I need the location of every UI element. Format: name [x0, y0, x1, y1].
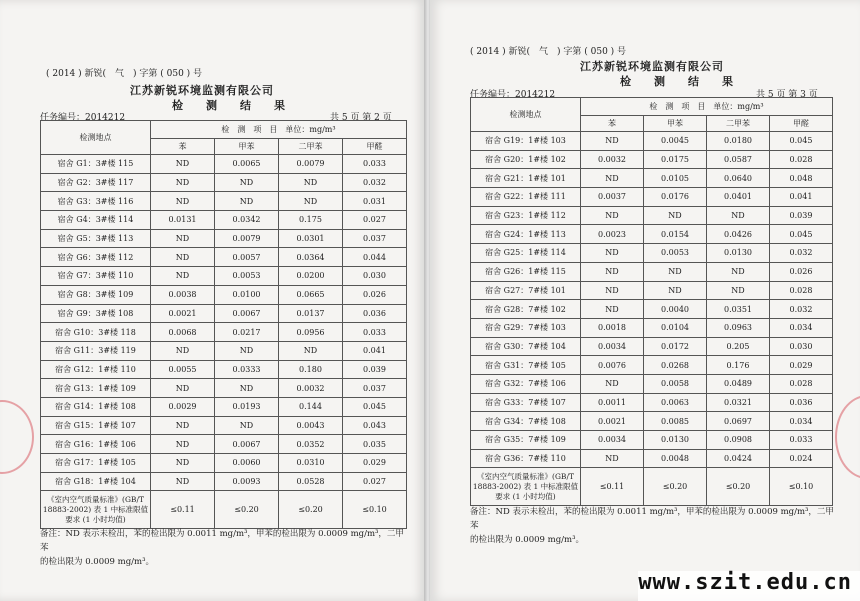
formaldehyde-cell: 0.048 [770, 169, 833, 188]
xylene-cell: 0.180 [279, 360, 343, 379]
location-cell: 宿舍 G27：7#楼 101 [471, 281, 581, 300]
remarks-line-1: 备注：ND 表示未检出，苯的检出限为 0.0011 mg/m³，甲苯的检出限为 0.0009 mg/m³，二甲苯 [40, 529, 404, 553]
formaldehyde-cell: 0.026 [343, 285, 407, 304]
remarks [40, 527, 410, 569]
document-number: ( 2014 ) 新锐( 气 ) 字第 ( 050 ) 号 [46, 69, 203, 79]
location-cell: 宿舍 G29：7#楼 103 [471, 318, 581, 337]
toluene-cell: 0.0268 [644, 356, 707, 375]
toluene-cell: 0.0053 [644, 244, 707, 263]
table-row [471, 412, 833, 431]
xylene-cell: 0.0137 [279, 304, 343, 323]
table-row [41, 360, 407, 379]
location-cell: 宿舍 G25：1#楼 114 [471, 244, 581, 263]
benzene-cell: ND [581, 206, 644, 225]
location-cell: 宿舍 G36：7#楼 110 [471, 449, 581, 468]
location-cell: 宿舍 G31：7#楼 105 [471, 356, 581, 375]
location-cell: 宿舍 G16：1#楼 106 [41, 435, 151, 454]
formaldehyde-cell: 0.033 [343, 155, 407, 174]
report-page-3 [430, 0, 860, 601]
table-body [471, 132, 833, 468]
formaldehyde-cell: 0.024 [770, 449, 833, 468]
table-row [471, 281, 833, 300]
toluene-cell: ND [215, 192, 279, 211]
table-row [471, 393, 833, 412]
header-xylene: 二甲苯 [707, 116, 770, 132]
xylene-cell: 0.0956 [279, 323, 343, 342]
formaldehyde-cell: 0.032 [343, 173, 407, 192]
location-cell: 宿舍 G7：3#楼 110 [41, 267, 151, 286]
location-cell: 宿舍 G10：3#楼 118 [41, 323, 151, 342]
toluene-cell: ND [644, 262, 707, 281]
benzene-cell: ND [581, 374, 644, 393]
benzene-cell: 0.0076 [581, 356, 644, 375]
location-cell: 宿舍 G13：1#楼 109 [41, 379, 151, 398]
benzene-cell: ND [151, 435, 215, 454]
table-row [471, 374, 833, 393]
toluene-cell: 0.0085 [644, 412, 707, 431]
toluene-cell: 0.0176 [644, 188, 707, 207]
benzene-cell: ND [151, 454, 215, 473]
benzene-cell: 0.0021 [151, 304, 215, 323]
benzene-cell: 0.0011 [581, 393, 644, 412]
table-row [471, 318, 833, 337]
toluene-cell: ND [644, 281, 707, 300]
xylene-cell: 0.176 [707, 356, 770, 375]
location-cell: 宿舍 G17：1#楼 105 [41, 454, 151, 473]
benzene-cell: ND [581, 300, 644, 319]
site-watermark: www.szit.edu.cn [638, 570, 852, 595]
xylene-cell: 0.0587 [707, 150, 770, 169]
formaldehyde-cell: 0.029 [770, 356, 833, 375]
table-row [41, 285, 407, 304]
toluene-cell: 0.0093 [215, 472, 279, 491]
xylene-cell: 0.0665 [279, 285, 343, 304]
header-benzene: 苯 [581, 116, 644, 132]
toluene-cell: 0.0193 [215, 397, 279, 416]
formaldehyde-cell: 0.045 [343, 397, 407, 416]
toluene-cell: 0.0067 [215, 435, 279, 454]
report-title: 检 测 结 果 [172, 99, 291, 112]
toluene-cell: 0.0342 [215, 211, 279, 230]
toluene-cell: 0.0175 [644, 150, 707, 169]
table-row [41, 211, 407, 230]
header-toluene: 甲苯 [644, 116, 707, 132]
standard-toluene: ≤0.20 [215, 491, 279, 529]
xylene-cell: 0.205 [707, 337, 770, 356]
toluene-cell: 0.0063 [644, 393, 707, 412]
location-cell: 宿舍 G33：7#楼 107 [471, 393, 581, 412]
company-name: 江苏新锐环境监测有限公司 [580, 60, 724, 73]
benzene-cell: 0.0131 [151, 211, 215, 230]
location-cell: 宿舍 G14：1#楼 108 [41, 397, 151, 416]
xylene-cell: 0.0426 [707, 225, 770, 244]
table-row [41, 304, 407, 323]
table-row [41, 248, 407, 267]
location-cell: 宿舍 G15：1#楼 107 [41, 416, 151, 435]
toluene-cell: 0.0079 [215, 229, 279, 248]
remarks-line-2: 的检出限为 0.0009 mg/m³。 [470, 535, 584, 545]
standard-toluene: ≤0.20 [644, 468, 707, 506]
formaldehyde-cell: 0.029 [343, 454, 407, 473]
formaldehyde-cell: 0.037 [343, 379, 407, 398]
xylene-cell: 0.0908 [707, 431, 770, 450]
standard-benzene: ≤0.11 [151, 491, 215, 529]
table-row [471, 206, 833, 225]
xylene-cell: 0.0321 [707, 393, 770, 412]
xylene-cell: 0.0310 [279, 454, 343, 473]
toluene-cell: ND [644, 206, 707, 225]
location-cell: 宿舍 G5：3#楼 113 [41, 229, 151, 248]
location-cell: 宿舍 G34：7#楼 108 [471, 412, 581, 431]
benzene-cell: 0.0034 [581, 337, 644, 356]
location-cell: 宿舍 G23：1#楼 112 [471, 206, 581, 225]
table-row [471, 244, 833, 263]
header-xylene: 二甲苯 [279, 139, 343, 155]
toluene-cell: ND [215, 173, 279, 192]
table-row [41, 323, 407, 342]
location-cell: 宿舍 G21：1#楼 101 [471, 169, 581, 188]
table-row [471, 262, 833, 281]
formaldehyde-cell: 0.036 [770, 393, 833, 412]
report-title: 检 测 结 果 [620, 75, 739, 88]
formaldehyde-cell: 0.032 [770, 300, 833, 319]
results-table [470, 97, 833, 506]
table-row [471, 132, 833, 151]
xylene-cell: 0.0963 [707, 318, 770, 337]
xylene-cell: 0.0640 [707, 169, 770, 188]
location-cell: 宿舍 G11：3#楼 119 [41, 341, 151, 360]
table-row [41, 397, 407, 416]
formaldehyde-cell: 0.035 [343, 435, 407, 454]
xylene-cell: 0.0301 [279, 229, 343, 248]
remarks-line-1: 备注：ND 表示未检出，苯的检出限为 0.0011 mg/m³，甲苯的检出限为 0.0009 mg/m³，二甲苯 [470, 507, 834, 531]
red-seal-stamp [0, 400, 34, 474]
benzene-cell: ND [151, 173, 215, 192]
table-row [471, 188, 833, 207]
standard-label: 《室内空气质量标准》(GB/T 18883-2002) 表 1 中标准限值要求 (1 小时均值) [471, 468, 581, 506]
xylene-cell: 0.0424 [707, 449, 770, 468]
xylene-cell: ND [279, 173, 343, 192]
header-benzene: 苯 [151, 139, 215, 155]
xylene-cell: 0.0351 [707, 300, 770, 319]
location-cell: 宿舍 G24：1#楼 113 [471, 225, 581, 244]
toluene-cell: 0.0333 [215, 360, 279, 379]
formaldehyde-cell: 0.027 [343, 211, 407, 230]
xylene-cell: 0.175 [279, 211, 343, 230]
standard-xylene: ≤0.20 [279, 491, 343, 529]
xylene-cell: 0.0043 [279, 416, 343, 435]
xylene-cell: ND [279, 341, 343, 360]
benzene-cell: 0.0029 [151, 397, 215, 416]
toluene-cell: 0.0104 [644, 318, 707, 337]
table-row [471, 300, 833, 319]
xylene-cell: 0.0352 [279, 435, 343, 454]
table-row [41, 155, 407, 174]
toluene-cell: 0.0130 [644, 431, 707, 450]
toluene-cell: 0.0048 [644, 449, 707, 468]
location-cell: 宿舍 G22：1#楼 111 [471, 188, 581, 207]
table-row [471, 225, 833, 244]
toluene-cell: 0.0065 [215, 155, 279, 174]
table-row [41, 341, 407, 360]
benzene-cell: ND [151, 472, 215, 491]
header-formaldehyde: 甲醛 [343, 139, 407, 155]
location-cell: 宿舍 G18：1#楼 104 [41, 472, 151, 491]
benzene-cell: 0.0032 [581, 150, 644, 169]
toluene-cell: 0.0105 [644, 169, 707, 188]
standard-label: 《室内空气质量标准》(GB/T 18883-2002) 表 1 中标准限值要求 (1 小时均值) [41, 491, 151, 529]
formaldehyde-cell: 0.032 [770, 244, 833, 263]
toluene-cell: 0.0040 [644, 300, 707, 319]
task-number: 任务编号：2014212 [470, 90, 556, 100]
formaldehyde-cell: 0.043 [343, 416, 407, 435]
header-location: 检测地点 [471, 98, 581, 132]
formaldehyde-cell: 0.037 [343, 229, 407, 248]
formaldehyde-cell: 0.044 [343, 248, 407, 267]
location-cell: 宿舍 G35：7#楼 109 [471, 431, 581, 450]
xylene-cell: 0.0032 [279, 379, 343, 398]
benzene-cell: ND [151, 341, 215, 360]
formaldehyde-cell: 0.045 [770, 225, 833, 244]
xylene-cell: 0.0200 [279, 267, 343, 286]
location-cell: 宿舍 G6：3#楼 112 [41, 248, 151, 267]
toluene-cell: 0.0060 [215, 454, 279, 473]
standard-formaldehyde: ≤0.10 [343, 491, 407, 529]
formaldehyde-cell: 0.039 [343, 360, 407, 379]
formaldehyde-cell: 0.028 [770, 150, 833, 169]
formaldehyde-cell: 0.033 [343, 323, 407, 342]
location-cell: 宿舍 G19：1#楼 103 [471, 132, 581, 151]
formaldehyde-cell: 0.034 [770, 318, 833, 337]
formaldehyde-cell: 0.036 [343, 304, 407, 323]
location-cell: 宿舍 G30：7#楼 104 [471, 337, 581, 356]
toluene-cell: ND [215, 341, 279, 360]
benzene-cell: 0.0038 [151, 285, 215, 304]
header-toluene: 甲苯 [215, 139, 279, 155]
benzene-cell: ND [151, 248, 215, 267]
report-page-2 [0, 0, 426, 601]
red-seal-stamp [835, 395, 860, 479]
toluene-cell: 0.0100 [215, 285, 279, 304]
toluene-cell: 0.0217 [215, 323, 279, 342]
benzene-cell: ND [151, 192, 215, 211]
formaldehyde-cell: 0.030 [343, 267, 407, 286]
table-row [41, 472, 407, 491]
benzene-cell: ND [151, 155, 215, 174]
formaldehyde-cell: 0.034 [770, 412, 833, 431]
xylene-cell: 0.144 [279, 397, 343, 416]
table-row [471, 169, 833, 188]
table-row [471, 449, 833, 468]
benzene-cell: ND [581, 244, 644, 263]
table-row [471, 431, 833, 450]
table-row [41, 454, 407, 473]
xylene-cell: 0.0079 [279, 155, 343, 174]
xylene-cell: ND [707, 206, 770, 225]
benzene-cell: ND [151, 267, 215, 286]
benzene-cell: ND [151, 416, 215, 435]
table-row [471, 150, 833, 169]
benzene-cell: 0.0037 [581, 188, 644, 207]
standard-xylene: ≤0.20 [707, 468, 770, 506]
benzene-cell: 0.0023 [581, 225, 644, 244]
header-location: 检测地点 [41, 121, 151, 155]
toluene-cell: ND [215, 379, 279, 398]
formaldehyde-cell: 0.041 [343, 341, 407, 360]
formaldehyde-cell: 0.041 [770, 188, 833, 207]
page-info: 共 5 页 第 3 页 [756, 90, 818, 100]
formaldehyde-cell: 0.030 [770, 337, 833, 356]
page-info: 共 5 页 第 2 页 [330, 113, 392, 123]
toluene-cell: ND [215, 416, 279, 435]
location-cell: 宿舍 G8：3#楼 109 [41, 285, 151, 304]
benzene-cell: ND [581, 132, 644, 151]
xylene-cell: 0.0364 [279, 248, 343, 267]
benzene-cell: 0.0055 [151, 360, 215, 379]
toluene-cell: 0.0053 [215, 267, 279, 286]
table-row [471, 337, 833, 356]
table-row [41, 229, 407, 248]
benzene-cell: 0.0018 [581, 318, 644, 337]
location-cell: 宿舍 G32：7#楼 106 [471, 374, 581, 393]
formaldehyde-cell: 0.028 [770, 281, 833, 300]
header-items: 检 测 项 目 单位：mg/m³ [151, 121, 407, 139]
benzene-cell: 0.0034 [581, 431, 644, 450]
formaldehyde-cell: 0.031 [343, 192, 407, 211]
xylene-cell: 0.0180 [707, 132, 770, 151]
xylene-cell: 0.0401 [707, 188, 770, 207]
task-number: 任务编号：2014212 [40, 113, 126, 123]
benzene-cell: ND [581, 169, 644, 188]
formaldehyde-cell: 0.026 [770, 262, 833, 281]
table-row [41, 435, 407, 454]
table-body [41, 155, 407, 491]
xylene-cell: ND [707, 262, 770, 281]
standard-formaldehyde: ≤0.10 [770, 468, 833, 506]
benzene-cell: ND [581, 262, 644, 281]
xylene-cell: ND [707, 281, 770, 300]
benzene-cell: ND [581, 449, 644, 468]
toluene-cell: 0.0172 [644, 337, 707, 356]
remarks-line-2: 的检出限为 0.0009 mg/m³。 [40, 557, 154, 567]
toluene-cell: 0.0058 [644, 374, 707, 393]
location-cell: 宿舍 G12：1#楼 110 [41, 360, 151, 379]
xylene-cell: 0.0697 [707, 412, 770, 431]
location-cell: 宿舍 G28：7#楼 102 [471, 300, 581, 319]
location-cell: 宿舍 G20：1#楼 102 [471, 150, 581, 169]
document-number: ( 2014 ) 新锐( 气 ) 字第 ( 050 ) 号 [470, 47, 627, 57]
table-row [41, 416, 407, 435]
benzene-cell: ND [151, 379, 215, 398]
formaldehyde-cell: 0.045 [770, 132, 833, 151]
xylene-cell: 0.0489 [707, 374, 770, 393]
xylene-cell: ND [279, 192, 343, 211]
toluene-cell: 0.0067 [215, 304, 279, 323]
formaldehyde-cell: 0.027 [343, 472, 407, 491]
formaldehyde-cell: 0.033 [770, 431, 833, 450]
benzene-cell: ND [581, 281, 644, 300]
results-table [40, 120, 407, 529]
formaldehyde-cell: 0.039 [770, 206, 833, 225]
location-cell: 宿舍 G4：3#楼 114 [41, 211, 151, 230]
location-cell: 宿舍 G9：3#楼 108 [41, 304, 151, 323]
xylene-cell: 0.0130 [707, 244, 770, 263]
benzene-cell: ND [151, 229, 215, 248]
benzene-cell: 0.0021 [581, 412, 644, 431]
toluene-cell: 0.0154 [644, 225, 707, 244]
table-row [41, 192, 407, 211]
table-row [41, 173, 407, 192]
table-row [471, 356, 833, 375]
location-cell: 宿舍 G26：1#楼 115 [471, 262, 581, 281]
toluene-cell: 0.0057 [215, 248, 279, 267]
benzene-cell: 0.0068 [151, 323, 215, 342]
location-cell: 宿舍 G3：3#楼 116 [41, 192, 151, 211]
table-row [41, 379, 407, 398]
table-row [41, 267, 407, 286]
toluene-cell: 0.0045 [644, 132, 707, 151]
header-items: 检 测 项 目 单位：mg/m³ [581, 98, 833, 116]
header-formaldehyde: 甲醛 [770, 116, 833, 132]
company-name: 江苏新锐环境监测有限公司 [130, 84, 274, 97]
location-cell: 宿舍 G1：3#楼 115 [41, 155, 151, 174]
remarks [470, 505, 840, 547]
standard-benzene: ≤0.11 [581, 468, 644, 506]
xylene-cell: 0.0528 [279, 472, 343, 491]
formaldehyde-cell: 0.028 [770, 374, 833, 393]
location-cell: 宿舍 G2：3#楼 117 [41, 173, 151, 192]
